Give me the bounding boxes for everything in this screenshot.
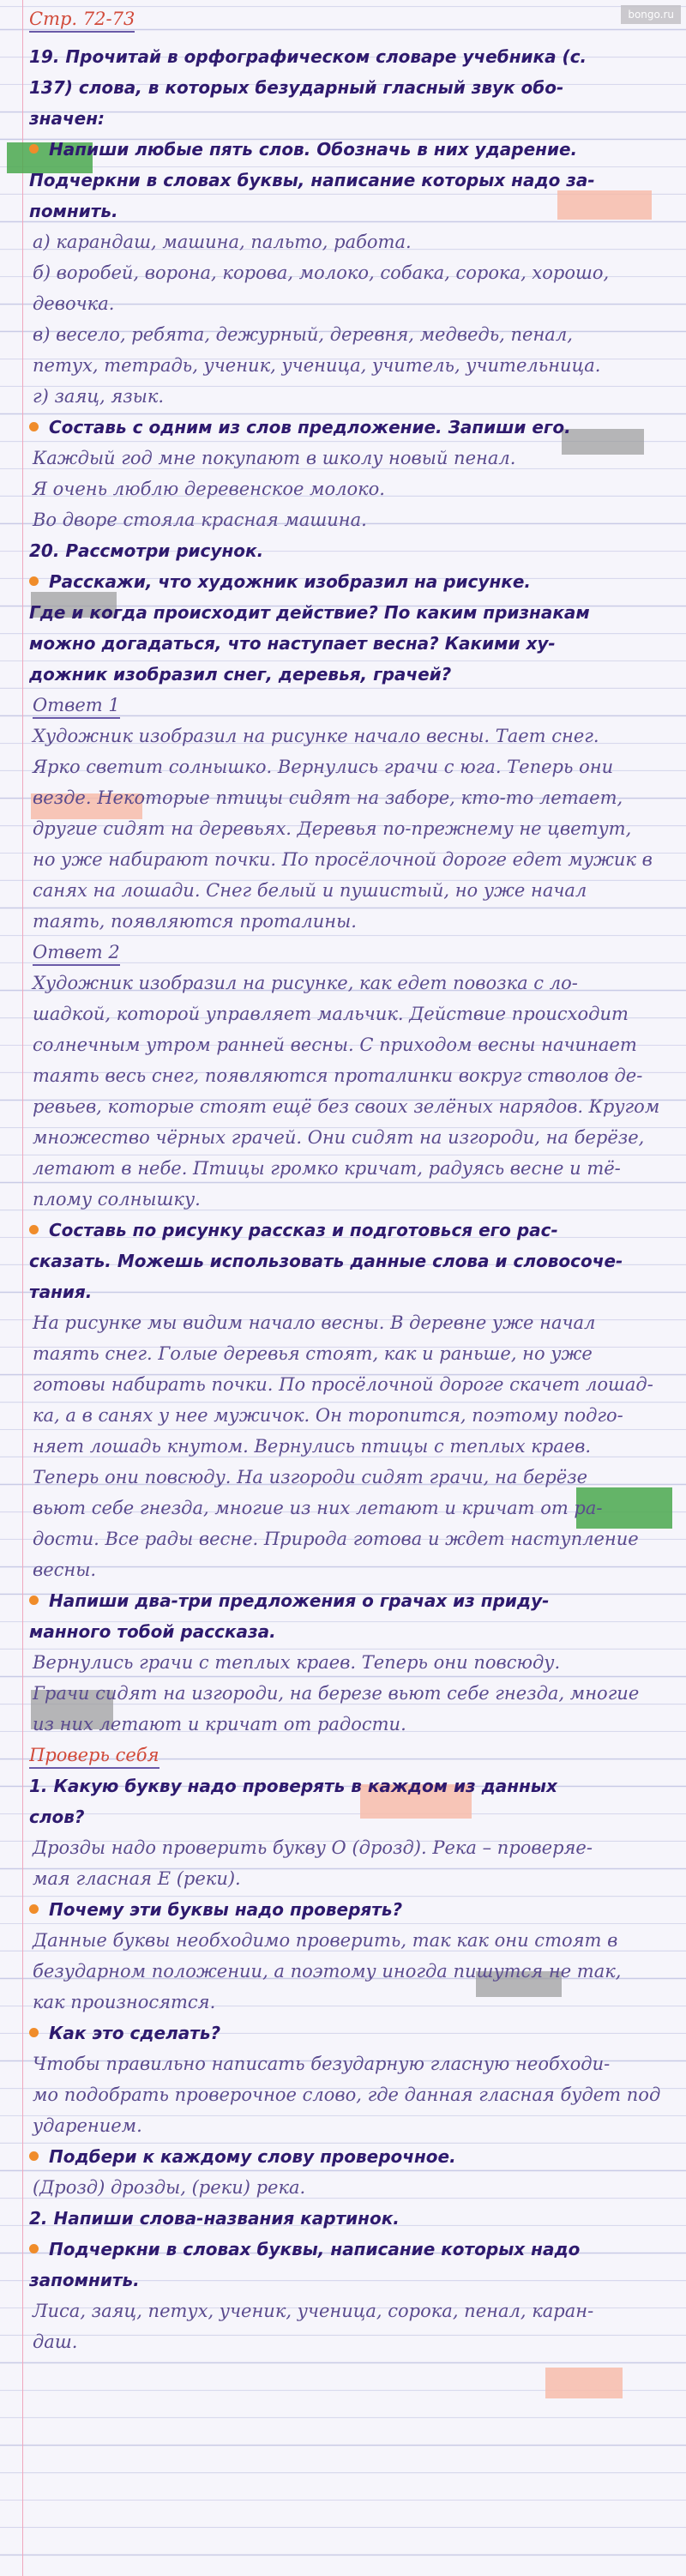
page-reference: Стр. 72-73 bbox=[29, 7, 135, 33]
text-line bbox=[29, 1184, 674, 1215]
text-line bbox=[29, 2203, 674, 2234]
text-line bbox=[29, 906, 674, 937]
task-text: Напиши два-три предложения о грачах из приду- bbox=[49, 1590, 550, 1611]
text-line bbox=[29, 134, 674, 165]
text-line bbox=[29, 875, 674, 906]
bullet-icon bbox=[29, 576, 39, 586]
answer-text: Ярко светит солнышко. Вернулись грачи с юга. Теперь они bbox=[33, 757, 614, 777]
text-line bbox=[29, 504, 674, 535]
answer-text: из них летают и кричат от радости. bbox=[33, 1714, 406, 1734]
text-line bbox=[29, 1153, 674, 1184]
text-line bbox=[29, 597, 674, 628]
text-line bbox=[29, 1307, 674, 1338]
text-line bbox=[29, 628, 674, 659]
task-text: слов? bbox=[29, 1807, 85, 1827]
task-text: Составь с одним из слов предложение. Запиши его. bbox=[49, 417, 571, 437]
text-line bbox=[29, 1060, 674, 1091]
bullet-icon bbox=[29, 422, 39, 431]
text-line bbox=[29, 350, 674, 381]
text-line bbox=[29, 1493, 674, 1523]
text-line bbox=[29, 2295, 674, 2326]
text-line bbox=[29, 1709, 674, 1740]
answer-text: Данные буквы необходимо проверить, так как они стоят в bbox=[33, 1930, 618, 1951]
text-line bbox=[29, 1554, 674, 1585]
text-line bbox=[29, 72, 674, 103]
answer-text: вьют себе гнезда, многие из них летают и кричат от ра- bbox=[33, 1498, 603, 1518]
bullet-icon bbox=[29, 2151, 39, 2161]
text-line bbox=[29, 319, 674, 350]
task-text: запомнить. bbox=[29, 2270, 140, 2290]
text-line bbox=[29, 2110, 674, 2141]
task-text: тания. bbox=[29, 1282, 93, 1302]
answer-text: плому солнышку. bbox=[33, 1189, 201, 1210]
answer-text: Теперь они повсюду. На изгороди сидят грачи, на берёзе bbox=[33, 1467, 588, 1487]
answer-text: даш. bbox=[33, 2332, 78, 2352]
answer-text: ка, а в санях у нее мужичок. Он торопится, поэтому подго- bbox=[33, 1405, 623, 1426]
answer-text: Лиса, заяц, петух, ученик, ученица, сорока, пенал, каран- bbox=[33, 2301, 594, 2321]
answer-text: мая гласная Е (реки). bbox=[33, 1868, 241, 1889]
answer-text: таять снег. Голые деревья стоят, как и раньше, но уже bbox=[33, 1343, 593, 1364]
text-line bbox=[29, 968, 674, 998]
answer-text: няет лошадь кнутом. Вернулись птицы с теплых краев. bbox=[33, 1436, 592, 1457]
answer-text: г) заяц, язык. bbox=[33, 386, 165, 407]
answer-text: Художник изобразил на рисунке начало весны. Тает снег. bbox=[33, 726, 599, 746]
text-line bbox=[29, 412, 674, 443]
answer-text: Художник изобразил на рисунке, как едет повозка с ло- bbox=[33, 973, 578, 993]
answer-text: солнечным утром ранней весны. С приходом весны начинает bbox=[33, 1035, 637, 1055]
answer-text: множество чёрных грачей. Они сидят на изгороди, на берёзе, bbox=[33, 1127, 645, 1148]
text-line bbox=[29, 1400, 674, 1431]
text-line bbox=[29, 165, 674, 196]
text-line bbox=[29, 721, 674, 751]
task-text: Подчеркни в словах буквы, написание которых надо bbox=[49, 2239, 581, 2259]
answer-text: Дрозды надо проверить букву О (дрозд). Река – проверяе- bbox=[33, 1837, 593, 1858]
bullet-icon bbox=[29, 2244, 39, 2253]
task-text: Составь по рисунку рассказ и подготовься его рас- bbox=[49, 1220, 558, 1240]
text-line bbox=[29, 103, 674, 134]
text-line bbox=[29, 1987, 674, 2018]
text-line bbox=[29, 1338, 674, 1369]
text-lines bbox=[29, 41, 674, 2357]
answer-text: таять весь снег, появляются проталинки вокруг стволов де- bbox=[33, 1065, 643, 1086]
task-text: 19. Прочитай в орфографическом словаре учебника (с. bbox=[29, 46, 587, 67]
answer-text: санях на лошади. Снег белый и пушистый, но уже начал bbox=[33, 880, 587, 901]
text-line bbox=[29, 659, 674, 690]
text-line bbox=[29, 2141, 674, 2172]
text-line bbox=[29, 751, 674, 782]
text-line bbox=[29, 1215, 674, 1246]
bullet-icon bbox=[29, 2028, 39, 2037]
text-line bbox=[29, 257, 674, 288]
text-line bbox=[29, 2172, 674, 2203]
answer-text: Я очень люблю деревенское молоко. bbox=[33, 479, 385, 499]
text-line bbox=[29, 1276, 674, 1307]
text-line bbox=[29, 566, 674, 597]
text-line bbox=[29, 1616, 674, 1647]
answer-text: Во дворе стояла красная машина. bbox=[33, 510, 367, 530]
task-text: 20. Рассмотри рисунок. bbox=[29, 540, 264, 561]
answer-text: другие сидят на деревьях. Деревья по-прежнему не цветут, bbox=[33, 818, 632, 839]
answer-text: Вернулись грачи с теплых краев. Теперь они повсюду. bbox=[33, 1652, 561, 1673]
text-line bbox=[29, 288, 674, 319]
answer-text: летают в небе. Птицы громко кричат, радуясь весне и тё- bbox=[33, 1158, 621, 1179]
text-line bbox=[29, 1956, 674, 1987]
task-text: Расскажи, что художник изобразил на рисунке. bbox=[49, 571, 531, 592]
text-line bbox=[29, 813, 674, 844]
task-text: 137) слова, в которых безударный гласный звук обо- bbox=[29, 77, 564, 98]
text-line bbox=[29, 1431, 674, 1462]
answer-text: в) весело, ребята, дежурный, деревня, медведь, пенал, bbox=[33, 324, 573, 345]
task-text: 2. Напиши слова-названия картинок. bbox=[29, 2208, 400, 2229]
text-line bbox=[29, 1122, 674, 1153]
text-line bbox=[29, 1246, 674, 1276]
task-text: Как это сделать? bbox=[49, 2023, 221, 2043]
task-text: Подчеркни в словах буквы, написание которых надо за- bbox=[29, 170, 595, 190]
answer-text: девочка. bbox=[33, 293, 115, 314]
answer-text: петух, тетрадь, ученик, ученица, учитель, учительница. bbox=[33, 355, 601, 376]
bullet-icon bbox=[29, 1225, 39, 1234]
task-text: манного тобой рассказа. bbox=[29, 1621, 276, 1642]
answer-text: Каждый год мне покупают в школу новый пенал. bbox=[33, 448, 516, 468]
text-line bbox=[29, 2079, 674, 2110]
answer-text: дости. Все рады весне. Природа готова и ждет наступление bbox=[33, 1529, 639, 1549]
text-line bbox=[29, 1091, 674, 1122]
answer-text: а) карандаш, машина, пальто, работа. bbox=[33, 232, 412, 252]
task-text: Напиши любые пять слов. Обозначь в них ударение. bbox=[49, 139, 578, 160]
text-line bbox=[29, 1801, 674, 1832]
answer-text: б) воробей, ворона, корова, молоко, собака, сорока, хорошо, bbox=[33, 262, 610, 283]
task-text: можно догадаться, что наступает весна? Какими ху- bbox=[29, 633, 556, 654]
section-heading: Проверь себя bbox=[29, 1743, 159, 1769]
answer-text: Грачи сидят на изгороди, на березе вьют себе гнезда, многие bbox=[33, 1683, 640, 1704]
answer-text: На рисунке мы видим начало весны. В деревне уже начал bbox=[33, 1312, 596, 1333]
text-line bbox=[29, 844, 674, 875]
bullet-icon bbox=[29, 1596, 39, 1605]
text-line bbox=[29, 1462, 674, 1493]
text-line bbox=[29, 1832, 674, 1863]
answer-text: Ответ 2 bbox=[33, 940, 120, 966]
task-text: Почему эти буквы надо проверять? bbox=[49, 1899, 403, 1920]
text-line bbox=[29, 2048, 674, 2079]
answer-text: мо подобрать проверочное слово, где данная гласная будет под bbox=[33, 2084, 661, 2105]
task-text: дожник изобразил снег, деревья, грачей? bbox=[29, 664, 452, 685]
text-line bbox=[29, 1863, 674, 1894]
bullet-icon bbox=[29, 1904, 39, 1914]
answer-text: но уже набирают почки. По просёлочной дороге едет мужик в bbox=[33, 849, 653, 870]
orange-highlight-bottom bbox=[545, 2368, 623, 2398]
site-logo-watermark: bongo.ru bbox=[621, 5, 681, 24]
text-line bbox=[29, 1585, 674, 1616]
text-line bbox=[29, 1369, 674, 1400]
answer-text: шадкой, которой управляет мальчик. Действие происходит bbox=[33, 1004, 629, 1024]
task-text: Подбери к каждому слову проверочное. bbox=[49, 2146, 456, 2167]
text-line bbox=[29, 226, 674, 257]
answer-text: готовы набирать почки. По просёлочной дороге скачет лошад- bbox=[33, 1374, 653, 1395]
text-line bbox=[29, 196, 674, 226]
text-line bbox=[29, 782, 674, 813]
text-line bbox=[29, 474, 674, 504]
answer-text: ударением. bbox=[33, 2115, 142, 2136]
bullet-icon bbox=[29, 144, 39, 154]
answer-text: весны. bbox=[33, 1559, 97, 1580]
answer-text: Чтобы правильно написать безударную гласную необходи- bbox=[33, 2054, 611, 2074]
answer-text: таять, появляются проталины. bbox=[33, 911, 357, 932]
answer-text: как произносятся. bbox=[33, 1992, 216, 2012]
answer-text: везде. Некоторые птицы сидят на заборе, кто-то летает, bbox=[33, 787, 623, 808]
answer-text: ревьев, которые стоят ещё без своих зелёных нарядов. Кругом bbox=[33, 1096, 660, 1117]
text-line bbox=[29, 1740, 674, 1771]
text-line bbox=[29, 2265, 674, 2295]
answer-text: безударном положении, а поэтому иногда пишутся не так, bbox=[33, 1961, 622, 1982]
text-line bbox=[29, 1523, 674, 1554]
text-line bbox=[29, 2234, 674, 2265]
task-text: 1. Какую букву надо проверять в каждом из данных bbox=[29, 1776, 557, 1796]
text-line bbox=[29, 443, 674, 474]
task-text: сказать. Можешь использовать данные слова и словосоче- bbox=[29, 1251, 623, 1271]
task-text: Где и когда происходит действие? По каким признакам bbox=[29, 602, 590, 623]
text-line bbox=[29, 1771, 674, 1801]
text-line bbox=[29, 381, 674, 412]
answer-text: Ответ 1 bbox=[33, 693, 120, 719]
text-line bbox=[29, 2326, 674, 2357]
text-line bbox=[29, 690, 674, 721]
text-line bbox=[29, 1925, 674, 1956]
text-line bbox=[29, 1029, 674, 1060]
text-line bbox=[29, 2018, 674, 2048]
task-text: помнить. bbox=[29, 201, 118, 221]
text-line bbox=[29, 937, 674, 968]
page-content bbox=[29, 0, 674, 2357]
text-line bbox=[29, 535, 674, 566]
text-line bbox=[29, 41, 674, 72]
text-line bbox=[29, 1647, 674, 1678]
text-line bbox=[29, 998, 674, 1029]
task-text: значен: bbox=[29, 108, 105, 129]
answer-text: (Дрозд) дрозды, (реки) река. bbox=[33, 2177, 306, 2198]
text-line bbox=[29, 1894, 674, 1925]
text-line bbox=[29, 1678, 674, 1709]
